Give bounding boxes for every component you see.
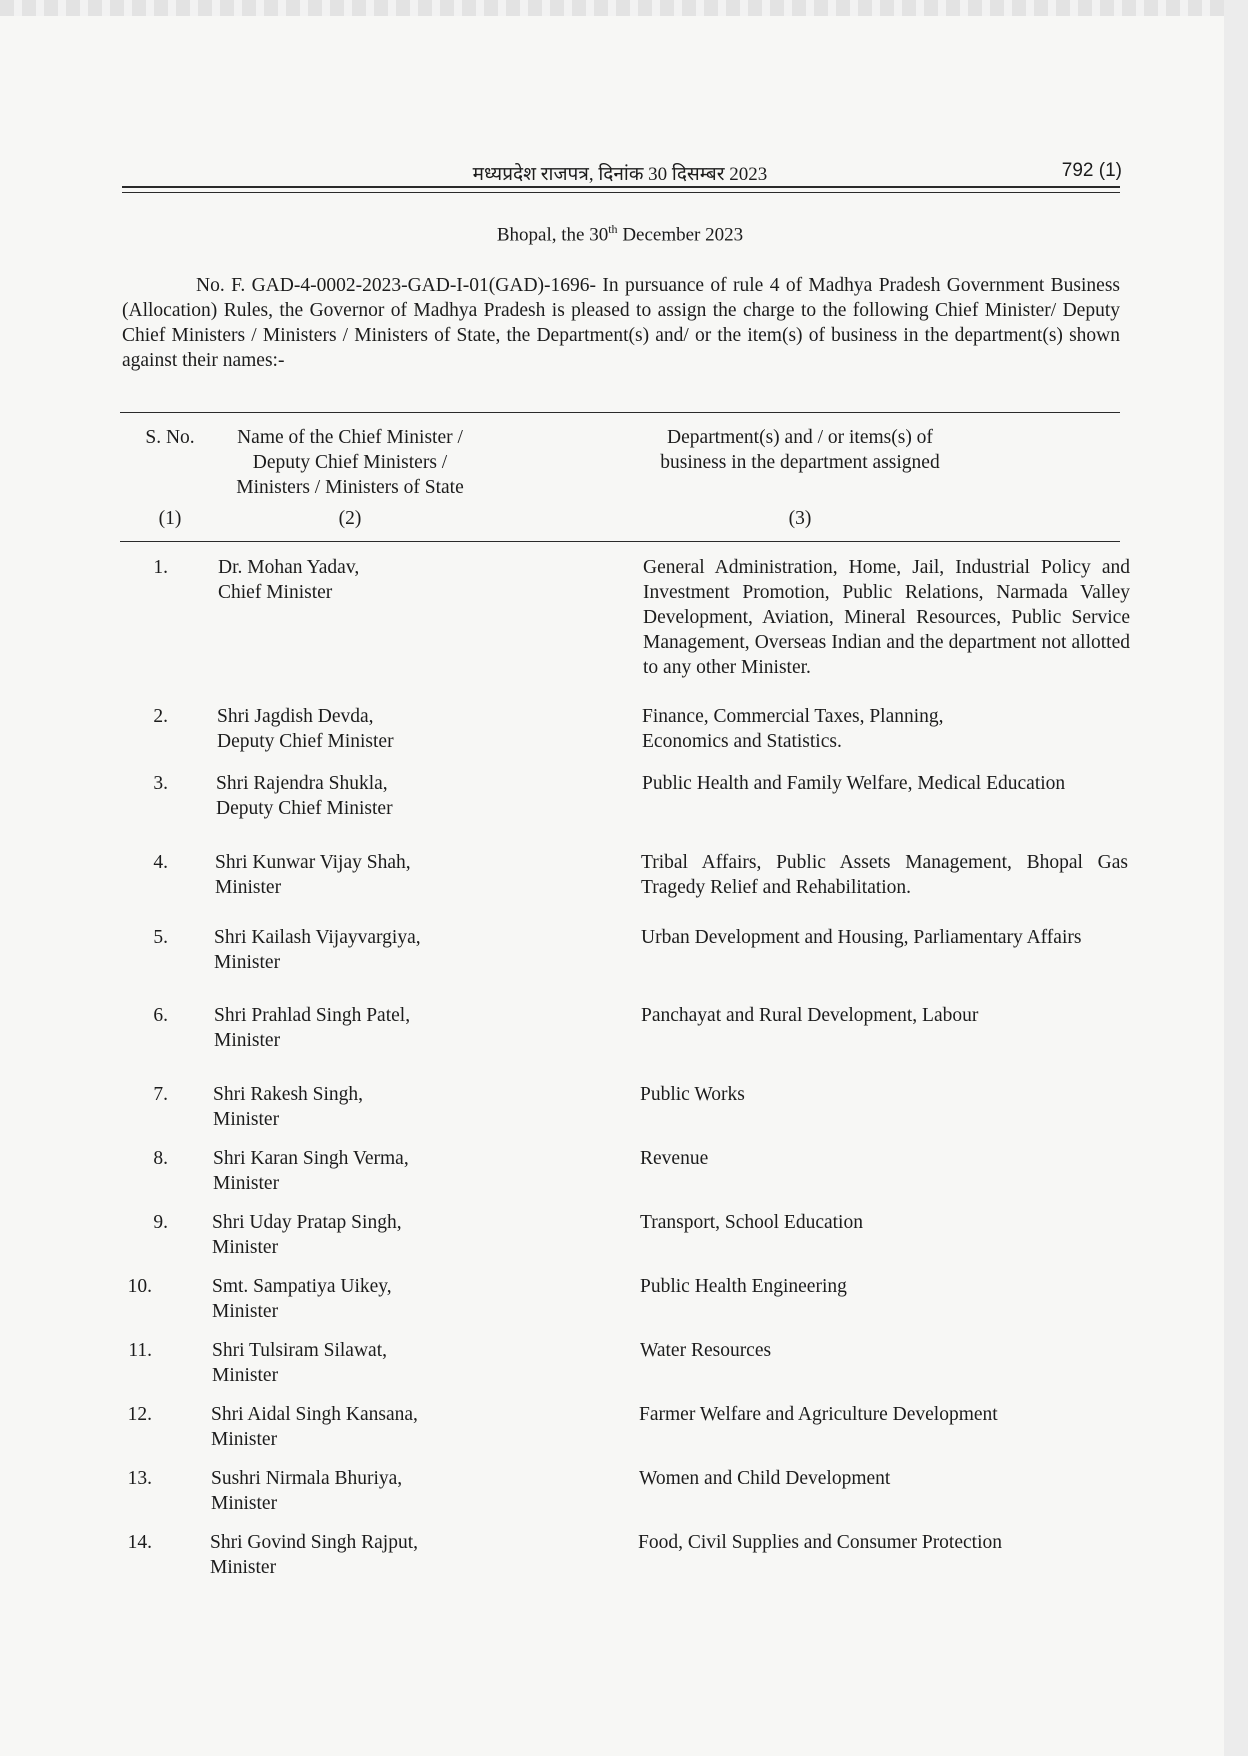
dateline-ordinal: th — [608, 222, 618, 236]
row-serial-number: 4. — [153, 852, 168, 873]
row-departments: Water Resources — [640, 1340, 772, 1361]
col-head-name-line: Name of the Chief Minister / — [237, 427, 463, 448]
row-serial-number: 6. — [153, 1005, 168, 1026]
minister-role: Deputy Chief Minister — [217, 731, 394, 752]
row-minister — [217, 704, 557, 754]
row-serial-number: 14. — [127, 1532, 152, 1553]
minister-name: Shri Uday Pratap Singh, — [212, 1212, 402, 1233]
minister-role: Minister — [213, 1173, 280, 1194]
minister-role: Minister — [213, 1109, 280, 1130]
row-serial-number: 3. — [153, 773, 168, 794]
col-head-name-line: Ministers / Ministers of State — [236, 477, 464, 498]
dateline-suffix: December 2023 — [617, 224, 744, 246]
row-serial-number: 9. — [153, 1212, 168, 1233]
minister-name: Shri Kunwar Vijay Shah, — [215, 852, 411, 873]
gazette-header-title: मध्यप्रदेश राजपत्र, दिनांक 30 दिसम्बर 2023 — [472, 164, 768, 185]
page-number: 792 (1) — [1061, 160, 1122, 181]
col-num-2: (2) — [338, 508, 362, 529]
row-minister — [218, 555, 558, 605]
row-minister — [211, 1466, 551, 1516]
row-departments: Tribal Affairs, Public Assets Management, Bhopal Gas Tragedy Relief and Rehabilitation. — [641, 852, 1128, 898]
row-serial-number: 13. — [127, 1468, 152, 1489]
minister-name: Shri Kailash Vijayvargiya, — [214, 927, 421, 948]
row-serial-number: 10. — [127, 1276, 152, 1297]
minister-role: Minister — [212, 1301, 279, 1322]
minister-name: Sushri Nirmala Bhuriya, — [211, 1468, 403, 1489]
row-serial-number: 1. — [153, 557, 168, 578]
row-serial-number: 2. — [153, 706, 168, 727]
minister-name: Shri Karan Singh Verma, — [213, 1148, 409, 1169]
dateline-prefix: Bhopal, the 30 — [496, 224, 609, 246]
row-minister — [212, 1274, 552, 1324]
dateline — [0, 222, 1240, 246]
row-departments: Urban Development and Housing, Parliamentary Affairs — [641, 927, 1082, 948]
col-head-dept-line: business in the department assigned — [660, 452, 940, 473]
row-departments: Revenue — [640, 1148, 709, 1169]
row-departments: Transport, School Education — [640, 1212, 863, 1233]
col-head-dept-line: Department(s) and / or items(s) of — [667, 427, 933, 448]
row-serial-number: 8. — [153, 1148, 168, 1169]
minister-name: Shri Tulsiram Silawat, — [212, 1340, 387, 1361]
minister-name: Shri Rakesh Singh, — [213, 1084, 364, 1105]
row-departments: Finance, Commercial Taxes, Planning, Economics and Statistics. — [642, 706, 944, 752]
minister-name: Shri Govind Singh Rajput, — [210, 1532, 419, 1553]
minister-role: Minister — [212, 1237, 279, 1258]
minister-name: Shri Rajendra Shukla, — [216, 773, 388, 794]
minister-role: Minister — [211, 1493, 278, 1514]
minister-role: Minister — [214, 1030, 281, 1051]
col-num-3: (3) — [788, 508, 812, 529]
minister-role: Chief Minister — [218, 582, 333, 603]
col-head-sno: S. No. — [145, 427, 195, 448]
row-serial-number: 11. — [128, 1340, 152, 1361]
row-departments: Public Health Engineering — [640, 1276, 847, 1297]
order-paragraph: No. F. GAD-4-0002-2023-GAD-I-01(GAD)-1696- In pursuance of rule 4 of Madhya Pradesh Government Business (Allocation) Rules, the Governor of Madhya Pradesh is pleased to assign the charge to the following Chief Minister/ Deputy Chief Ministers / Ministers / Ministers of State, the Department(s) and/ or the item(s) of business in the department(s) shown against their names:- — [122, 275, 1120, 371]
table-top-rule — [120, 412, 1120, 413]
row-minister — [216, 771, 556, 821]
row-departments: Farmer Welfare and Agriculture Development — [639, 1404, 998, 1425]
row-minister — [211, 1402, 551, 1452]
minister-role: Minister — [214, 952, 281, 973]
minister-role: Minister — [210, 1557, 277, 1578]
minister-role: Minister — [212, 1365, 279, 1386]
row-minister — [213, 1146, 553, 1196]
col-head-name — [205, 425, 495, 500]
row-departments: Women and Child Development — [639, 1468, 891, 1489]
row-minister — [213, 1082, 553, 1132]
row-minister — [214, 1003, 554, 1053]
table-header-rule — [120, 541, 1120, 542]
minister-name: Smt. Sampatiya Uikey, — [212, 1276, 392, 1297]
row-departments: General Administration, Home, Jail, Industrial Policy and Investment Promotion, Public Relations, Narmada Valley Development, Aviation, Mineral Resources, Public Service Management, Overseas Indian and the department not allotted to any other Minister. — [643, 557, 1130, 678]
col-head-dept — [600, 425, 1000, 475]
minister-role: Minister — [215, 877, 282, 898]
row-minister — [210, 1530, 550, 1580]
col-head-name-line: Deputy Chief Ministers / — [252, 452, 448, 473]
row-minister — [212, 1338, 552, 1388]
scan-edge-strip — [0, 0, 1224, 16]
minister-name: Shri Jagdish Devda, — [217, 706, 374, 727]
row-departments: Public Works — [640, 1084, 745, 1105]
row-minister — [214, 925, 554, 975]
row-serial-number: 12. — [127, 1404, 152, 1425]
row-departments: Food, Civil Supplies and Consumer Protection — [638, 1532, 1002, 1553]
col-num-1: (1) — [158, 508, 182, 529]
row-minister — [215, 850, 555, 900]
row-minister — [212, 1210, 552, 1260]
minister-name: Dr. Mohan Yadav, — [218, 557, 360, 578]
minister-name: Shri Aidal Singh Kansana, — [211, 1404, 418, 1425]
minister-role: Deputy Chief Minister — [216, 798, 393, 819]
row-serial-number: 7. — [153, 1084, 168, 1105]
header-double-rule — [122, 186, 1120, 193]
row-serial-number: 5. — [153, 927, 168, 948]
row-departments: Panchayat and Rural Development, Labour — [641, 1005, 979, 1026]
row-departments: Public Health and Family Welfare, Medical Education — [642, 773, 1066, 794]
minister-name: Shri Prahlad Singh Patel, — [214, 1005, 411, 1026]
minister-role: Minister — [211, 1429, 278, 1450]
